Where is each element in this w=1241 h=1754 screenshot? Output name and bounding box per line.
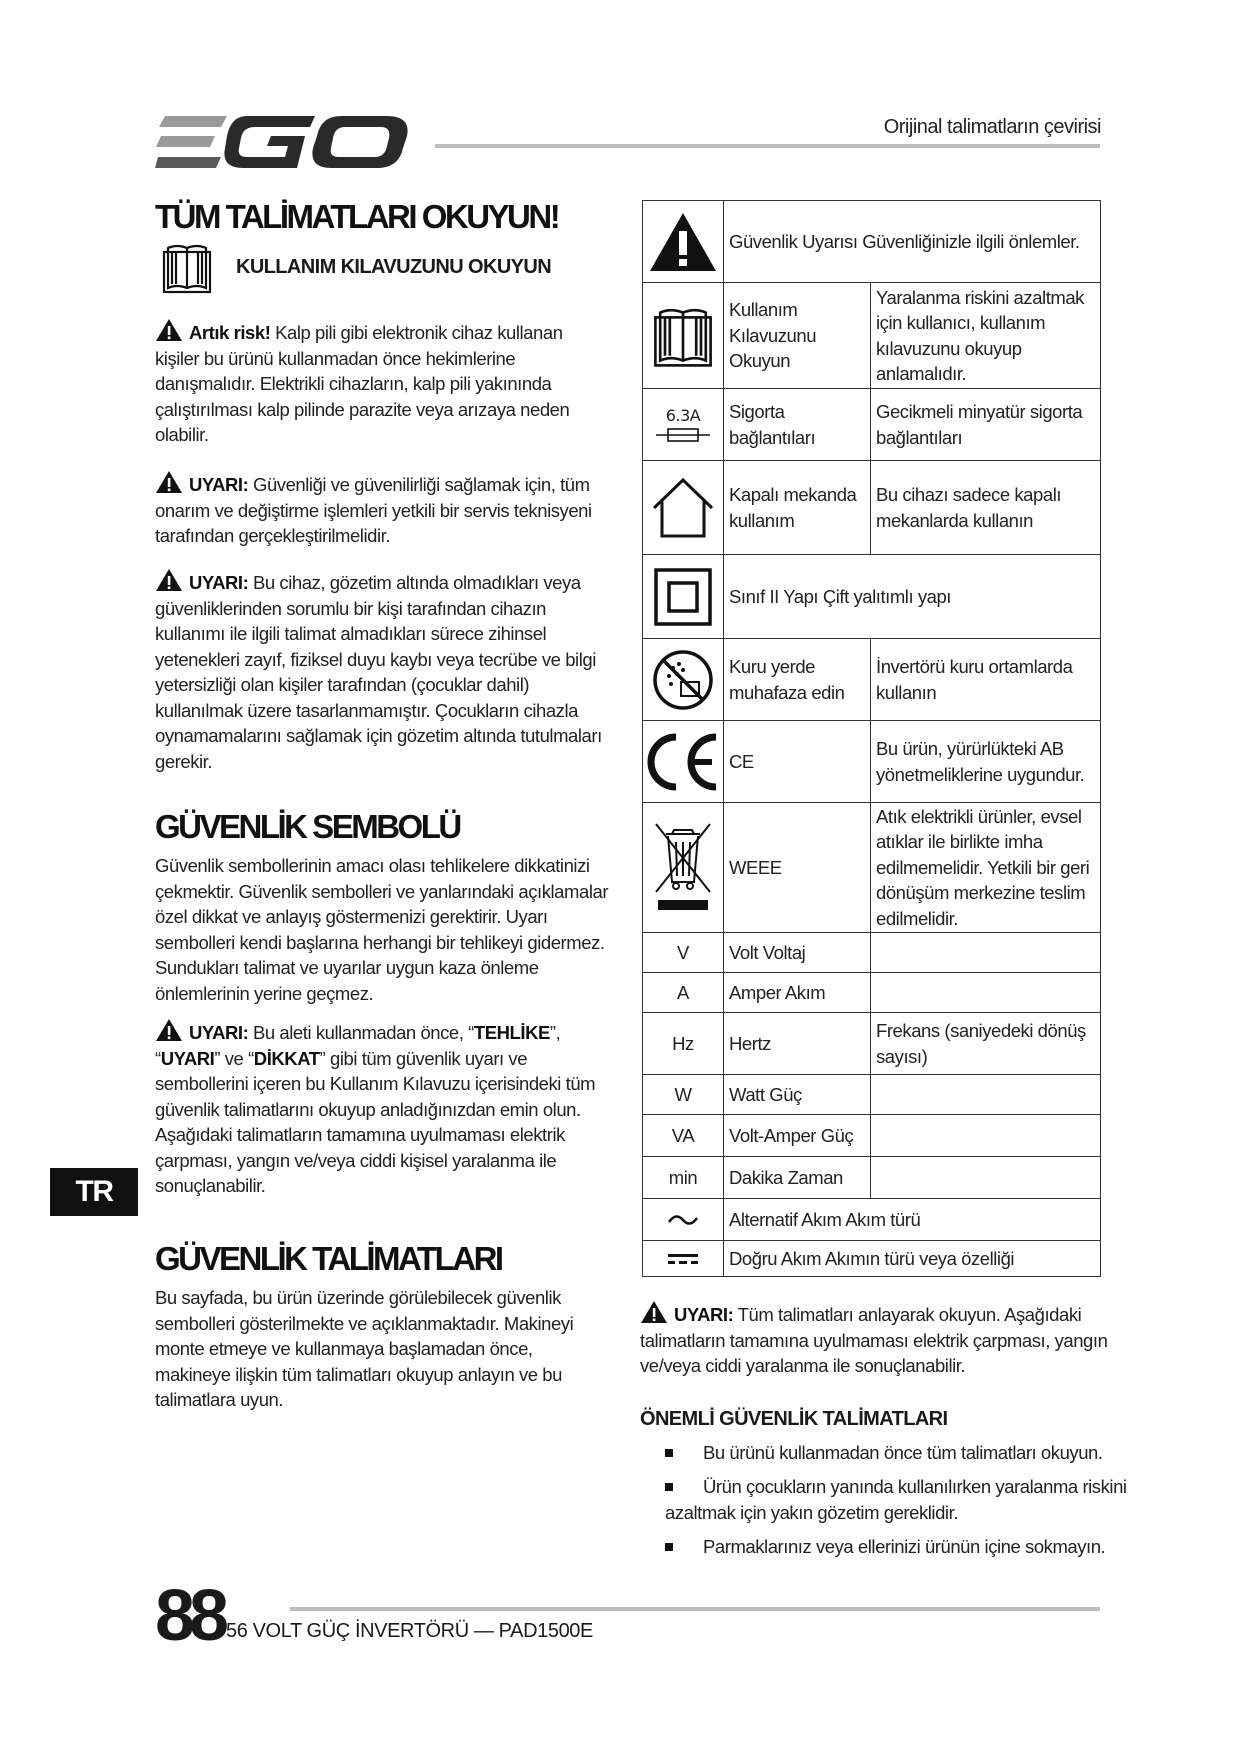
symbol-description: Atık elektrikli ürünler, evsel atıklar ile birlikte imha edilmemelidir. Yetkili bir geri dönüşüm merkezine teslim edilmelidir. [871,803,1101,933]
table-row [643,389,1101,461]
fuse-icon [656,426,710,444]
paragraph-warning-service: UYARI: Güvenliği ve güvenilirliği sağlamak için, tüm onarım ve değiştirme işlemleri yetkili bir servis teknisyeni tarafından gerçekleştirilmelidir. [155,470,610,549]
symbol-cell [643,1199,724,1241]
list-item: Ürün çocukların yanında kullanılırken yaralanma riskini azaltmak için yakın gözetim gereklidir. [665,1476,1127,1523]
table-row [643,803,1101,933]
symbol-name: Sınıf II Yapı Çift yalıtımlı yapı [724,555,1101,639]
symbol-cell [643,283,724,389]
symbol-name: Volt Voltaj [724,933,871,973]
weee-crossed-bin-icon [652,820,714,916]
footer-rule [290,1607,1100,1611]
warning-triangle-icon [640,1300,668,1324]
table-row [643,1115,1101,1157]
symbol-cell [643,803,724,933]
table-row [643,1013,1101,1075]
table-row [643,461,1101,555]
header-rule [435,144,1100,148]
indoor-use-house-icon [650,476,716,540]
paragraph-safety-instructions: Bu sayfada, bu ürün üzerinde görülebilecek güvenlik sembolleri gösterilmekte ve açıklanmaktadır. Makineyi monte etmeye ve kullanmaya başlamadan önce, makineye ilişkin tüm talimatları okuyup anlayın ve bu talimatlara uyun. [155,1287,574,1410]
paragraph-warning-read-all: UYARI: Tüm talimatları anlayarak okuyun. Aşağıdaki talimatların tamamına uyulmaması elektrik çarpması, yangın ve/veya ciddi yaralanma ile sonuçlanabilir. [640,1300,1110,1379]
warning-triangle-icon [155,470,183,494]
table-row [643,283,1101,389]
symbol-description: Gecikmeli minyatür sigorta bağlantıları [871,389,1101,461]
warning-triangle-icon [155,318,183,342]
important-safety-title: ÖNEMLİ GÜVENLİK TALİMATLARI [640,1408,948,1430]
symbol-name: Amper Akım [724,973,871,1013]
table-row [643,933,1101,973]
symbol-abbreviation: min [643,1157,724,1199]
direct-current-icon [666,1252,700,1266]
list-item: Parmaklarınız veya ellerinizi ürünün içine sokmayın. [665,1534,1145,1560]
title-read-all-instructions: TÜM TALİMATLARI OKUYUN! [155,198,559,235]
manual-book-icon [162,240,212,295]
table-row [643,201,1101,283]
symbol-description: Bu cihazı sadece kapalı mekanlarda kullanın [871,461,1101,555]
safety-alert-icon [648,211,718,273]
symbol-name: Volt-Amper Güç [724,1115,871,1157]
ce-mark-icon [644,731,722,793]
symbol-abbreviation: VA [643,1115,724,1157]
language-tab: TR [50,1168,138,1216]
symbol-cell [643,461,724,555]
symbol-description: İnvertörü kuru ortamlarda kullanın [871,639,1101,721]
ego-logo [155,112,410,174]
read-manual-label: KULLANIM KILAVUZUNU OKUYUN [236,256,552,278]
safety-symbol-table [642,200,1101,1277]
symbol-description [871,1075,1101,1115]
symbol-name: Kullanım Kılavuzunu Okuyun [724,283,871,389]
alternating-current-icon [666,1212,700,1228]
symbol-description [871,973,1101,1013]
symbol-name: Dakika Zaman [724,1157,871,1199]
table-row [643,1199,1101,1241]
symbol-name: WEEE [724,803,871,933]
paragraph-residual-risk: Artık risk! Kalp pili gibi elektronik cihaz kullanan kişiler bu ürünü kullanmadan önce hekimlerine danışmalıdır. Elektrikli cihazların, kalp pili yakınında çalıştırılması kalp pilinde parazite veya arızaya neden olabilir. [155,318,610,448]
symbol-description: Frekans (saniyedeki dönüş sayısı) [871,1013,1101,1075]
symbol-description: Yaralanma riskini azaltmak için kullanıcı, kullanım kılavuzunu okuyup anlamalıdır. [871,283,1101,389]
symbol-abbreviation: Hz [643,1013,724,1075]
symbol-cell [643,389,724,461]
table-row [643,639,1101,721]
symbol-name: Watt Güç [724,1075,871,1115]
warning-triangle-icon [155,568,183,592]
paragraph-symbol-purpose: Güvenlik sembollerinin amacı olası tehlikelere dikkatinizi çekmektir. Güvenlik sembolleri ve yanlarındaki açıklamalar özel dikkat ve anlayış göstermenizi gerektirir. Uyarı sembolleri kendi başlarına herhangi bir tehlikeyi gidermez. Sundukları talimat ve uyarılar uygun kaza önleme önlemlerinin yerine geçmez. [155,855,609,1004]
symbol-cell [643,1241,724,1277]
symbol-name: Alternatif Akım Akım türü [724,1199,1101,1241]
symbol-name: Doğru Akım Akımın türü veya özelliği [724,1241,1101,1277]
class-ii-double-insulation-icon [653,567,713,627]
header-subtitle: Orijinal talimatların çevirisi [883,116,1101,138]
bullet-marker [665,1449,673,1457]
symbol-description [871,1115,1101,1157]
symbol-cell [643,721,724,803]
symbol-cell [643,639,724,721]
symbol-name: CE [724,721,871,803]
symbol-abbreviation: V [643,933,724,973]
paragraph-warning-read-manual: UYARI: Bu aleti kullanmadan önce, “TEHLİKE”, “UYARI” ve “DİKKAT” gibi tüm güvenlik uyarı ve sembollerini içeren bu Kullanım Kılavuzu içerisindeki tüm güvenlik talimatlarını okuyup anladığınızdan emin olun. Aşağıdaki talimatların tamamına uyulmaması elektrik çarpması, yangın ve/veya ciddi kişisel yaralanma ile sonuçlanabilir. [155,1018,610,1199]
title-safety-symbol: GÜVENLİK SEMBOLÜ [155,808,460,845]
warning-triangle-icon [155,1018,183,1042]
symbol-name: Sigorta bağlantıları [724,389,871,461]
symbol-description [871,933,1101,973]
table-row [643,1241,1101,1277]
title-safety-instructions: GÜVENLİK TALİMATLARI [155,1240,502,1277]
fuse-rating-label: 6.3A [665,405,701,425]
bullet-marker [665,1543,673,1551]
page-number: 88 [155,1576,224,1656]
footer-product-name: 56 VOLT GÜÇ İNVERTÖRÜ — PAD1500E [226,1620,593,1642]
list-item: Bu ürünü kullanmadan önce tüm talimatları okuyun. [665,1440,1145,1466]
table-row [643,1075,1101,1115]
symbol-name: Güvenlik Uyarısı Güvenliğinizle ilgili önlemler. [724,201,1101,283]
table-row [643,1157,1101,1199]
symbol-description [871,1157,1101,1199]
symbol-name: Kuru yerde muhafaza edin [724,639,871,721]
symbol-abbreviation: A [643,973,724,1013]
table-row [643,555,1101,639]
table-row [643,721,1101,803]
paragraph-warning-supervision: UYARI: Bu cihaz, gözetim altında olmadıkları veya güvenliklerinden sorumlu bir kişi tarafından cihazın kullanımı ile ilgili talimat almadıkları sürece zihinsel yetenekleri zayıf, fiziksel duyu kaybı veya tecrübe ve bilgi yetersizliği olan kişiler tarafından (çocuklar dahil) kullanılmak üzere tasarlanmamıştır. Çocukların cihazla oynamamalarını sağlamak için gözetim altında tutulmaları gerekir. [155,568,610,774]
manual-book-icon [651,303,715,369]
table-row [643,973,1101,1013]
keep-dry-prohibition-icon [651,648,715,712]
symbol-description: Bu ürün, yürürlükteki AB yönetmeliklerine uygundur. [871,721,1101,803]
bullet-marker [665,1483,673,1491]
symbol-abbreviation: W [643,1075,724,1115]
symbol-cell [643,555,724,639]
symbol-cell [643,201,724,283]
symbol-name: Kapalı mekanda kullanım [724,461,871,555]
symbol-name: Hertz [724,1013,871,1075]
